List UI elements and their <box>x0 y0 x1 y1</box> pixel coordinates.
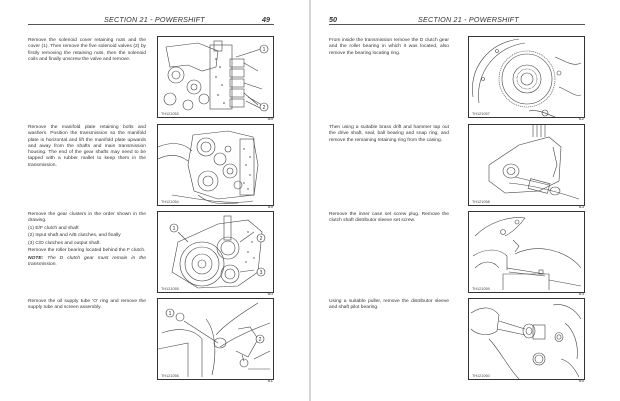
figure-60 <box>157 211 274 293</box>
step-paragraph: Remove the oil supply tube 'O' ring and remove the supply tube and screen assembly. <box>28 299 146 311</box>
figure-id: TH121058 <box>472 200 490 204</box>
set-screw-plug-illustration <box>469 212 584 292</box>
figure-number: 64 <box>578 292 584 297</box>
figure-63 <box>468 124 585 206</box>
figure-id: TH121057 <box>472 112 490 116</box>
step-text-60 <box>28 212 146 270</box>
figure-number: 65 <box>578 379 584 384</box>
callout-3: 3 <box>259 270 263 276</box>
callout-2: 2 <box>262 105 266 111</box>
figure-61 <box>157 298 274 380</box>
figure-62 <box>468 36 585 118</box>
right-page-number: 50 <box>329 15 337 24</box>
figure-65 <box>468 298 585 380</box>
figure-number: 58 <box>267 117 273 122</box>
note-paragraph <box>28 256 146 269</box>
figure-id: TH121059 <box>472 287 490 291</box>
callout-2: 2 <box>259 236 263 242</box>
figure-number: 60 <box>267 292 273 297</box>
callout-2: 2 <box>258 337 262 343</box>
step-text-65 <box>329 299 449 313</box>
right-page <box>311 0 620 401</box>
note-text: The D clutch gear must remain in the transmission. <box>28 255 147 268</box>
step-paragraph: (3) C/D clutches and output shaft. <box>28 240 101 246</box>
figure-number: 63 <box>578 205 584 210</box>
figure-58 <box>157 36 274 118</box>
figure-number: 62 <box>578 117 584 122</box>
step-paragraph: Remove the inner case set screw plug. Remove the clutch shaft distributor sleeve set screw. <box>329 212 449 224</box>
figure-59 <box>157 124 274 206</box>
manifold-plate-illustration <box>158 125 273 205</box>
step-text-58 <box>28 38 146 64</box>
puller-illustration <box>469 299 584 379</box>
figure-64 <box>468 211 585 293</box>
step-paragraph: Remove the manifold plate retaining bolts and washers. Position the transmission so the manifold plate is horizontal and lift the manifold plate upwards and away from the shafts and main transmission housing. The end of the gear shafts may need to be tapped with a rubber mallet to keep them in the transmission. <box>28 125 146 168</box>
left-page-number: 49 <box>262 15 270 24</box>
figure-id: TH121056 <box>161 374 179 378</box>
figure-id: TH121053 <box>161 112 179 116</box>
header-rule <box>329 24 585 25</box>
step-paragraph: (1) E/F clutch and shaft <box>28 225 79 231</box>
step-paragraph: Remove the gear clusters in the order shown in the drawing. <box>28 212 146 224</box>
left-page <box>0 0 309 401</box>
step-paragraph: From inside the transmission remove the D clutch gear and the roller bearing in which it was located, also remove the bearing locating ring. <box>329 38 449 56</box>
figure-id: TH121055 <box>161 287 179 291</box>
callout-1: 1 <box>262 47 266 53</box>
callout-1: 1 <box>172 226 176 232</box>
step-text-59 <box>28 125 146 170</box>
step-text-64 <box>329 212 449 226</box>
step-paragraph: (2) Input shaft and A/B clutches, and finally <box>28 233 121 239</box>
drive-shaft-removal-illustration <box>469 125 584 205</box>
d-clutch-gear-illustration <box>469 37 584 117</box>
gear-clusters-illustration <box>158 212 273 292</box>
step-text-61 <box>28 299 146 313</box>
figure-number: 59 <box>267 205 273 210</box>
step-paragraph: Remove the solenoid cover retaining nuts and the cover (1). Then remove the five solenoid valves (2) by firstly removing the retaining nuts, then the solenoid coils and finally unscrew the valve and remove. <box>28 38 146 62</box>
header-rule <box>28 24 274 25</box>
note-label: NOTE: <box>28 255 44 261</box>
figure-id: TH121054 <box>161 200 179 204</box>
step-paragraph: Using a suitable puller, remove the distributor sleeve and shaft pilot bearing. <box>329 299 449 311</box>
callout-1: 1 <box>168 311 172 317</box>
step-text-62 <box>329 38 449 58</box>
solenoid-valves-illustration <box>158 37 273 117</box>
oil-supply-tube-illustration <box>158 299 273 379</box>
step-text-63 <box>329 125 449 145</box>
left-page-section-header: SECTION 21 - POWERSHIFT <box>104 15 205 24</box>
figure-id: TH121060 <box>472 374 490 378</box>
step-paragraph: Then using a suitable brass drift and hammer tap out the drive shaft, seal, ball bearing and snap ring, and remove the remaining retaining ring from the casing. <box>329 125 449 143</box>
figure-number: 61 <box>267 379 273 384</box>
right-page-section-header: SECTION 21 - POWERSHIFT <box>418 15 519 24</box>
step-paragraph: Remove the roller bearing located behind the F clutch. <box>28 248 146 254</box>
